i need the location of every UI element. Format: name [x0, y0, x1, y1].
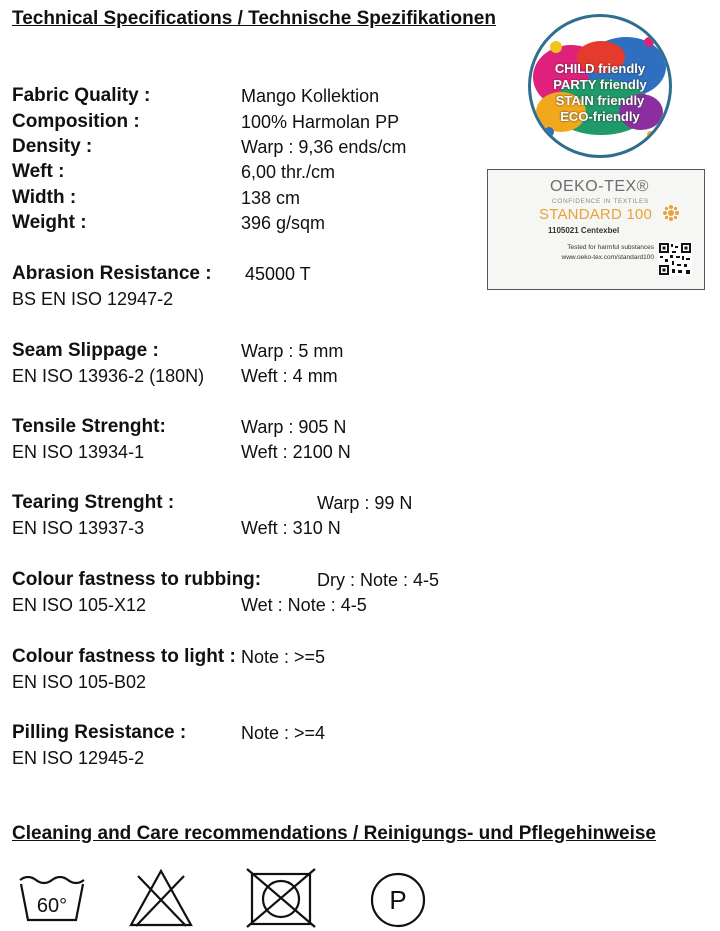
dry-clean-letter: P [389, 885, 407, 915]
tearing-label: Tearing Strenght : [12, 492, 175, 513]
width-label: Width : [12, 187, 77, 208]
density-value: Warp : 9,36 ends/cm [241, 137, 407, 157]
badge-line-party: PARTY friendly [553, 77, 647, 92]
tensile-weft: Weft : 2100 N [241, 442, 351, 462]
composition-value: 100% Harmolan PP [241, 112, 400, 132]
tensile-standard: EN ISO 13934-1 [12, 442, 145, 462]
abrasion-label: Abrasion Resistance : [12, 263, 212, 284]
rubbing-wet: Wet : Note : 4-5 [241, 595, 367, 615]
oeko-tex-label [487, 169, 705, 290]
width-value: 138 cm [241, 188, 301, 208]
fabric-quality-value: Mango Kollektion [241, 86, 380, 106]
light-standard: EN ISO 105-B02 [12, 672, 147, 692]
tearing-weft: Weft : 310 N [241, 518, 341, 538]
fabric-quality-label: Fabric Quality : [12, 85, 151, 106]
seam-slippage-standard: EN ISO 13936-2 (180N) [12, 366, 205, 386]
pilling-label: Pilling Resistance : [12, 722, 187, 743]
oeko-url: www.oeko-tex.com/standard100 [561, 254, 654, 261]
abrasion-standard: BS EN ISO 12947-2 [12, 289, 174, 309]
oeko-tested-text: Tested for harmful substances [567, 244, 654, 251]
oeko-number: 1105021 Centexbel [548, 226, 620, 235]
rubbing-label: Colour fastness to rubbing: [12, 569, 262, 590]
oeko-flower-icon [662, 204, 680, 222]
tearing-warp: Warp : 99 N [317, 493, 413, 513]
tensile-warp: Warp : 905 N [241, 417, 347, 437]
light-label: Colour fastness to light : [12, 646, 236, 667]
seam-slippage-label: Seam Slippage : [12, 340, 159, 361]
badge-line-stain: STAIN friendly [555, 93, 645, 108]
no-tumble-dry-icon [246, 868, 316, 928]
tensile-label: Tensile Strenght: [12, 416, 166, 437]
care-title: Cleaning and Care recommendations / Reinigungs- und Pflegehinweise [12, 823, 656, 844]
badge-line-eco: ECO-friendly [560, 109, 640, 124]
abrasion-value: 45000 T [245, 264, 311, 284]
density-label: Density : [12, 136, 93, 157]
rubbing-standard: EN ISO 105-X12 [12, 595, 147, 615]
weight-value: 396 g/sqm [241, 213, 326, 233]
page-title: Technical Specifications / Technische Spezifikationen [12, 8, 496, 29]
qr-code-icon [658, 242, 692, 276]
weight-label: Weight : [12, 212, 87, 233]
dry-clean-p-icon [370, 872, 426, 928]
composition-label: Composition : [12, 111, 140, 132]
no-bleach-icon [128, 868, 194, 928]
pilling-value: Note : >=4 [241, 723, 326, 743]
rubbing-dry: Dry : Note : 4-5 [317, 570, 440, 590]
weft-label: Weft : [12, 161, 65, 182]
seam-slippage-warp: Warp : 5 mm [241, 341, 344, 361]
wash-60-icon [18, 872, 86, 924]
weft-value: 6,00 thr./cm [241, 162, 336, 182]
light-value: Note : >=5 [241, 647, 326, 667]
wash-temp-text: 60° [36, 895, 68, 917]
tearing-standard: EN ISO 13937-3 [12, 518, 145, 538]
oeko-brand: OEKO-TEX® [550, 178, 649, 195]
pilling-standard: EN ISO 12945-2 [12, 748, 145, 768]
friendly-badge [528, 14, 672, 158]
oeko-subtitle: CONFIDENCE IN TEXTILES [552, 198, 649, 205]
seam-slippage-weft: Weft : 4 mm [241, 366, 338, 386]
badge-line-child: CHILD friendly [554, 61, 646, 76]
oeko-standard: STANDARD 100 [539, 206, 652, 223]
